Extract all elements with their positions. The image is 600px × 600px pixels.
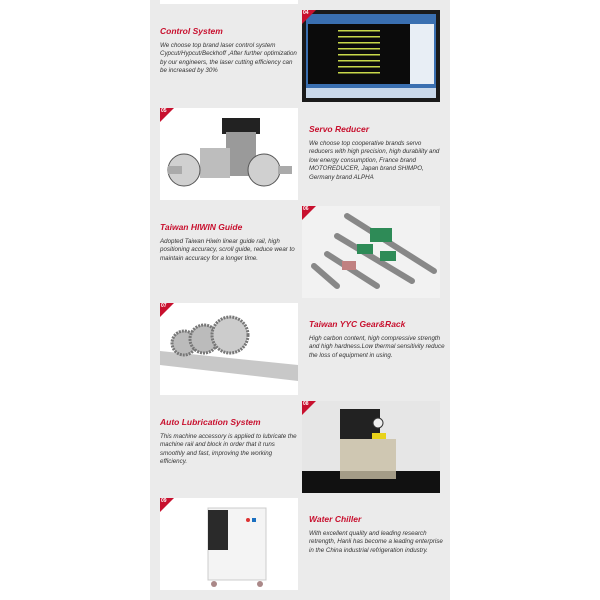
servo-reducer-image	[160, 108, 298, 200]
section-title: Water Chiller	[309, 514, 362, 524]
badge: 08	[302, 401, 316, 415]
gear-rack-image	[160, 303, 298, 395]
gear-rack-icon	[160, 303, 298, 395]
section-title: Taiwan YYC Gear&Rack	[309, 319, 406, 329]
section-title: Taiwan HIWIN Guide	[160, 222, 243, 232]
monitor-screen-icon	[302, 10, 440, 102]
section-title: Servo Reducer	[309, 124, 369, 134]
badge: 09	[160, 498, 174, 512]
linear-guide-icon	[302, 206, 440, 298]
linear-guide-image	[302, 206, 440, 298]
badge: 05	[160, 108, 174, 122]
section-title: Control System	[160, 26, 223, 36]
water-chiller-icon	[160, 498, 298, 590]
control-software-image	[302, 10, 440, 102]
section-auto-lubrication	[160, 417, 298, 467]
lubrication-pump-icon	[302, 401, 440, 493]
section-control-system	[160, 26, 298, 76]
servo-reducer-icon	[160, 108, 298, 200]
section-text: High carbon content, high compressive strength and high hardness.Low thermal sensitivity reduce the loss of equipment in using.	[309, 335, 445, 359]
badge: 04	[302, 10, 316, 24]
previous-section-image	[160, 0, 298, 4]
badge: 07	[160, 303, 174, 317]
water-chiller-image	[160, 498, 298, 590]
section-text: Adopted Taiwan Hiwin linear guide rail, high positioning accuracy, scroll guide, reduce wear to maintain accuracy for a longer time.	[160, 238, 295, 262]
badge: 06	[302, 206, 316, 220]
section-water-chiller	[309, 514, 447, 555]
section-text: We choose top cooperative brands servo reducers with high precision, high durability and low energy consumption, France brand MOTOREDUCER, Japan brand SHIMPO, Germany brand ALPHA	[309, 140, 440, 181]
section-text: We choose top brand laser control system Cypcut/Hypcut/Beckhoff ,After further optimization by our engineers, the laser cutting efficiency can be increased by 30%	[160, 42, 297, 75]
section-hiwin-guide	[160, 222, 298, 263]
section-servo-reducer	[309, 124, 447, 182]
section-gear-rack	[309, 319, 447, 360]
section-text: With excellent quality and leading research retrength, Hanli has become a leading enterprise in the China industrial refrigeration industry.	[309, 530, 443, 554]
lubrication-image	[302, 401, 440, 493]
section-title: Auto Lubrication System	[160, 417, 261, 427]
section-text: This machine accessory is applied to lubricate the machine rail and block in order that it runs smoothly and fast, improving the working efficiency.	[160, 433, 297, 466]
